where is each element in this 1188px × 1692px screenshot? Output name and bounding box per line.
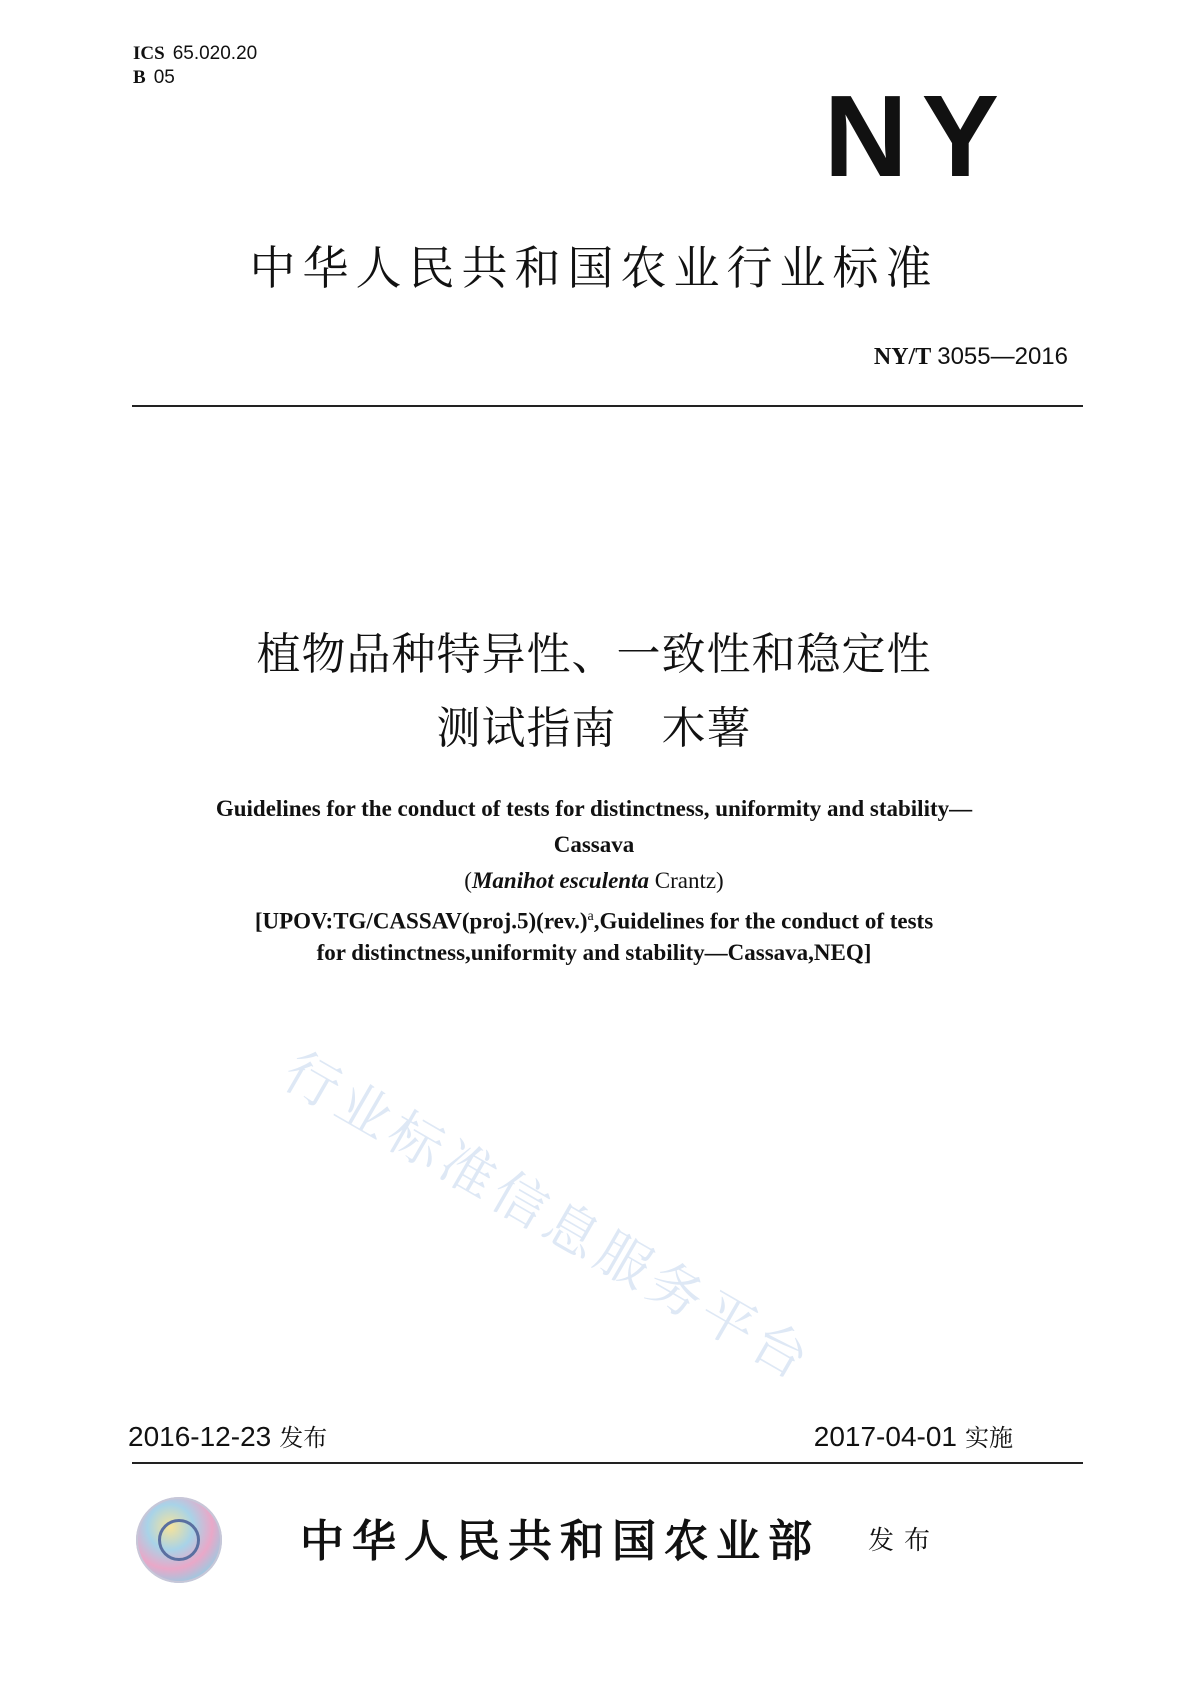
issue-date: 2016-12-23 (128, 1421, 272, 1452)
title-zh-line2: 测试指南 木薯 (436, 703, 752, 754)
standard-code-prefix: NY/T (873, 344, 932, 370)
effective-label: 实施 (965, 1424, 1013, 1452)
title-en-line3 (0, 862, 1188, 900)
standard-code (874, 343, 1068, 371)
title-en-paren-open: ( (464, 868, 472, 893)
issuer-name: 中华人民共和国农业部 (300, 1516, 820, 1567)
top-divider (132, 405, 1083, 407)
upov-reference: [UPOV:TG/CASSAV(proj.5)(rev.) (254, 908, 588, 934)
upov-reference-rest: ,Guidelines for the conduct of tests (593, 908, 934, 934)
ccs-label: B (133, 67, 146, 88)
effective-date: 2017-04-01 (813, 1421, 957, 1452)
ics-label: ICS (133, 43, 165, 64)
watermark: 行业标准信息服务平台 (273, 1039, 825, 1395)
upov-footnote-mark: a (587, 909, 594, 924)
ics-code: 65.020.20 (172, 43, 258, 64)
ics-line (133, 42, 257, 66)
scientific-name: Manihot esculenta (471, 868, 649, 893)
title-en-line5: for distinctness,uniformity and stability—Cassava,NEQ] (316, 940, 872, 965)
scientific-name-author: Crantz) (648, 868, 724, 893)
standard-title: 中华人民共和国农业行业标准 (249, 241, 939, 295)
title-zh-line1: 植物品种特异性、一致性和稳定性 (256, 629, 932, 680)
issuer-action: 发布 (868, 1526, 941, 1556)
ccs-line (133, 66, 175, 90)
title-en-line2: Cassava (553, 832, 635, 857)
issue-date-block (128, 1418, 327, 1453)
effective-date-block (814, 1418, 1013, 1453)
title-en-line1: Guidelines for the conduct of tests for distinctness, uniformity and stability— (215, 796, 973, 821)
ny-logo: NY (823, 71, 1013, 201)
ministry-seal-icon (136, 1497, 222, 1583)
issue-label: 发布 (279, 1424, 328, 1452)
bottom-divider (132, 1462, 1083, 1464)
standard-code-number: 3055—2016 (937, 343, 1068, 370)
ccs-code: 05 (153, 67, 175, 88)
